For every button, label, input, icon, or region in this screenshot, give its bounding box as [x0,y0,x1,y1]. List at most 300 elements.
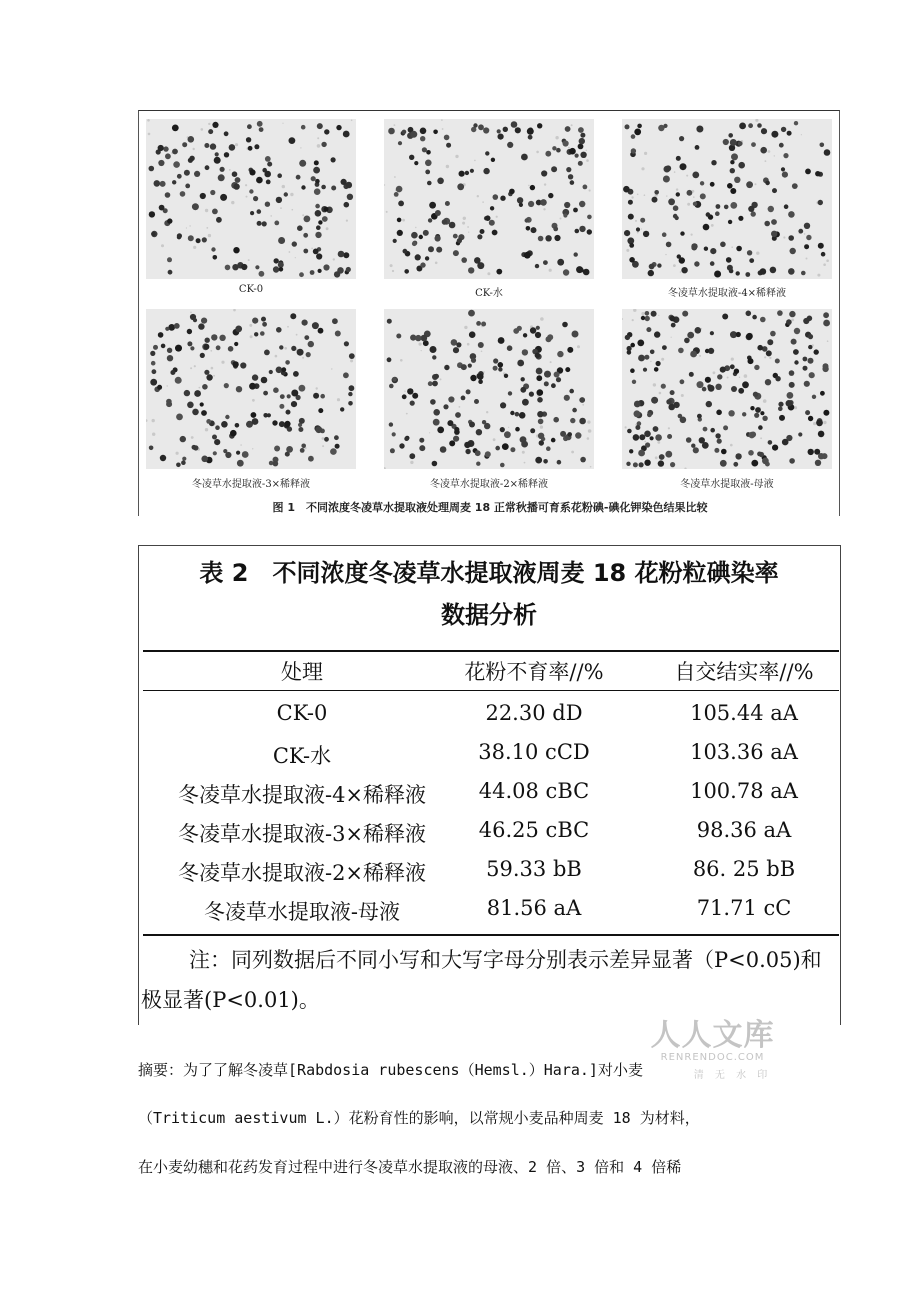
pollen-grain [510,411,514,415]
cell-seed-set: 71.71 cC [696,896,792,920]
pollen-grain [174,323,180,329]
pollen-grain [478,124,484,130]
pollen-grain [634,410,641,417]
pollen-grain [536,368,543,375]
pollen-grain [301,185,305,189]
pollen-grain [814,349,819,354]
cell-sterility: 46.25 cBC [478,818,590,842]
pollen-grain [473,123,477,127]
pollen-grain [541,170,547,176]
pollen-grain [313,393,319,399]
pollen-grain [789,370,795,376]
pollen-grain [188,158,193,163]
pollen-grain [246,137,251,142]
panel-caption: CK-水 [475,288,503,299]
pollen-grain [240,362,246,368]
pollen-grain [545,235,551,241]
pollen-grain [427,181,432,186]
pollen-grain [670,462,675,467]
pollen-grain [754,365,759,370]
pollen-grain [680,163,687,170]
pollen-grain [522,399,529,406]
pollen-grain [815,171,820,176]
pollen-grain [476,462,480,466]
pollen-grain [422,147,427,152]
pollen-grain [648,270,654,276]
pollen-grain [493,194,499,200]
pollen-grain [761,128,767,134]
pollen-grain [323,264,329,270]
pollen-grain [215,152,219,156]
pollen-grain [654,331,660,337]
pollen-grain [519,412,526,419]
pollen-grain [265,156,271,162]
pollen-grain [205,338,210,343]
pollen-grain [562,322,568,328]
pollen-grain [730,364,735,369]
pollen-grain [411,232,418,239]
pollen-grain [538,236,544,242]
pollen-grain [430,346,437,353]
pollen-grain [419,445,425,451]
pollen-grain [485,151,489,155]
pollen-grain [318,220,322,224]
pollen-grain [181,460,186,465]
pollen-grain [254,332,258,336]
pollen-grain [220,194,227,201]
pollen-grain [580,457,586,463]
micrograph-image [146,119,356,279]
pollen-grain [420,128,427,135]
pollen-grain [284,421,290,427]
pollen-grain [280,394,285,399]
pollen-grain [738,216,743,221]
pollen-grain [433,409,440,416]
pollen-grain [498,367,502,371]
micrograph-image [146,309,356,469]
pollen-grain [225,415,229,419]
pollen-grain [273,387,279,393]
pollen-grain [697,381,704,388]
pollen-grain [432,381,438,387]
pollen-grain [670,316,676,322]
pollen-grain [641,316,645,320]
pollen-grain [767,339,773,345]
pollen-grain [390,448,395,453]
pollen-grain [449,440,455,446]
pollen-grain [507,345,513,351]
pollen-grain [187,341,192,346]
pollen-grain [569,389,574,394]
pollen-grain [423,230,429,236]
pollen-grain [757,452,762,457]
pollen-grain [703,224,710,231]
pollen-grain [315,232,321,238]
pollen-grain [235,423,240,428]
pollen-grain [428,381,433,386]
pollen-grain [165,153,171,159]
pollen-grain [482,420,486,424]
pollen-grain [349,353,355,359]
figure-caption: 图 1 不同浓度冬凌草水提取液处理周麦 18 正常秋播可育系花粉碘-碘化钾染色结果比较 [272,501,708,514]
pollen-grain [208,129,213,134]
pollen-grain [789,458,795,464]
column-header-sterility: 花粉不育率//% [464,660,604,684]
pollen-grain [163,146,168,151]
pollen-grain [727,183,733,189]
pollen-grain [760,268,767,275]
pollen-grain [778,402,783,407]
pollen-grain [276,197,282,203]
pollen-grain [556,148,561,153]
pollen-grain [167,257,172,262]
pollen-grain [308,456,314,462]
pollen-grain [702,442,709,449]
pollen-grain [177,174,182,179]
pollen-grain [297,225,303,231]
watermark [645,1010,780,1081]
pollen-grain [432,355,436,359]
pollen-grain [324,207,329,212]
pollen-grain [563,140,569,146]
pollen-grain [523,333,527,337]
pollen-grain [760,317,766,323]
pollen-grain [215,425,220,430]
pollen-grain [442,219,448,225]
pollen-grain [651,397,658,404]
pollen-grain [302,320,308,326]
pollen-grain [248,146,253,151]
pollen-grain [822,453,828,459]
pollen-grain [264,350,270,356]
pollen-grain [412,241,417,246]
pollen-grain [637,340,644,347]
pollen-grain [654,367,659,372]
pollen-grain [220,167,225,172]
pollen-grain [402,130,407,135]
pollen-grain [152,369,157,374]
pollen-grain [247,124,252,129]
pollen-grain [742,412,746,416]
pollen-grain [500,427,505,432]
pollen-grain [279,404,284,409]
pollen-grain [638,450,645,457]
pollen-grain [318,408,323,413]
pollen-grain [214,157,221,164]
pollen-grain [690,351,697,358]
pollen-grain [453,347,459,353]
pollen-grain [414,161,418,165]
pollen-grain [311,176,316,181]
panel-caption: 冬凌草水提取液-母液 [680,479,774,490]
pollen-grain [314,188,321,195]
pollen-grain [629,257,635,263]
pollen-grain [206,419,211,424]
pollen-grain [301,444,306,449]
pollen-grain [758,425,763,430]
pollen-grain [789,311,795,317]
pollen-grain [748,450,754,456]
pollen-grain [304,216,311,223]
pollen-grain [331,157,336,162]
pollen-grain [692,172,699,179]
pollen-grain [453,234,458,239]
pollen-grain [771,219,777,225]
pollen-grain [290,313,296,319]
pollen-grain [818,200,823,205]
pollen-grain [714,271,721,278]
pollen-grain [728,220,732,224]
pollen-grain [633,462,638,467]
pollen-grain [575,432,581,438]
pollen-grain [149,166,155,172]
pollen-grain [710,428,715,433]
pollen-grain [485,215,491,221]
pollen-grain [315,204,320,209]
pollen-grain [504,374,508,378]
pollen-grain [630,343,635,348]
pollen-grain [477,234,482,239]
pollen-grain [455,412,461,418]
pollen-grain [204,143,209,148]
pollen-grain [453,436,459,442]
pollen-grain [201,456,208,463]
pollen-grain [528,135,533,140]
bottom-rule [143,934,839,936]
pollen-grain [537,389,544,396]
pollen-grain [234,342,238,346]
pollen-grain [815,460,821,466]
pollen-grain [392,377,397,382]
pollen-grain [823,320,830,327]
pollen-grain [755,407,761,413]
pollen-grain [236,386,242,392]
pollen-grain [736,271,740,275]
micrograph-mother [622,309,832,469]
pollen-grain [665,165,671,171]
pollen-grain [262,322,267,327]
pollen-grain [419,235,423,239]
pollen-grain [256,177,263,184]
pollen-grain [650,350,655,355]
pollen-grain [786,319,792,325]
pollen-grain [464,442,470,448]
pollen-grain [676,156,681,161]
pollen-grain [816,419,823,426]
pollen-grain [572,331,579,338]
pollen-grain [778,407,783,412]
watermark-slogan: 清 无 水 印 [693,1070,772,1081]
pollen-grain [768,440,773,445]
pollen-grain [279,267,284,272]
pollen-grain [760,411,764,415]
pollen-grain [396,186,403,193]
pollen-grain [167,348,172,353]
pollen-grain [803,357,808,362]
pollen-grain [578,161,583,166]
pollen-grain [784,204,789,209]
pollen-grain [509,189,515,195]
pollen-grain [565,126,571,132]
pollen-grain [567,347,573,353]
pollen-grain [537,123,542,128]
pollen-grain [645,316,650,321]
pollen-grain [673,214,678,219]
pollen-grain [513,328,519,334]
pollen-grain [668,198,675,205]
pollen-grain [630,368,635,373]
pollen-grain [715,211,720,216]
pollen-grain [574,252,578,256]
pollen-grain [515,412,520,417]
pollen-grain [575,154,579,158]
pollen-grain [779,143,784,148]
pollen-grain [731,153,738,160]
pollen-grain [680,417,687,424]
pollen-grain [393,239,397,243]
pollen-grain [496,269,502,275]
pollen-grain [556,377,561,382]
pollen-grain [551,166,557,172]
pollen-grain [154,180,161,187]
pollen-grain [404,436,409,441]
pollen-grain [284,192,288,196]
pollen-grain [177,233,182,238]
pollen-grain [242,451,249,458]
pollen-grain [567,432,572,437]
pollen-grain [700,181,704,185]
pollen-grain [187,402,194,409]
pollen-grain [821,252,826,257]
pollen-grain [682,311,688,317]
pollen-grain [760,147,767,154]
pollen-grain [387,357,392,362]
pollen-grain [536,375,542,381]
pollen-grain [277,173,282,178]
pollen-grain [639,434,645,440]
pollen-grain [389,422,393,426]
pollen-grain [301,125,306,130]
pollen-grain [437,178,444,185]
header-rule [143,690,839,691]
pollen-grain [551,438,556,443]
table-2 [138,545,841,1025]
pollen-grain [274,221,279,226]
pollen-grain [308,341,314,347]
pollen-grain [279,421,285,427]
cell-sterility: 81.56 aA [486,896,582,920]
pollen-grain [779,415,785,421]
pollen-grain [443,404,448,409]
pollen-grain [478,342,484,348]
pollen-grain [530,185,535,190]
pollen-grain [150,379,157,386]
pollen-grain [647,412,652,417]
pollen-grain [644,431,651,438]
pollen-grain [216,217,222,223]
pollen-grain [808,416,813,421]
pollen-grain [402,394,407,399]
pollen-grain [253,196,258,201]
pollen-grain [570,180,575,185]
pollen-grain [476,429,482,435]
pollen-grain [349,385,355,391]
pollen-grain [396,334,401,339]
pollen-grain [788,211,795,218]
pollen-grain [742,381,749,388]
pollen-grain [213,255,218,260]
pollen-grain [627,429,632,434]
top-rule [143,650,839,652]
pollen-grain [786,400,793,407]
pollen-grain [279,345,283,349]
pollen-grain [432,461,438,467]
pollen-grain [565,367,570,372]
pollen-grain [710,331,714,335]
pollen-grain [535,332,541,338]
watermark-logo-text: 人人文库 [650,1018,775,1053]
pollen-grain [706,212,711,217]
pollen-grain [730,188,736,194]
pollen-grain [250,211,254,215]
pollen-grain [634,129,641,136]
pollen-grain [388,128,395,135]
pollen-grain [445,201,450,206]
pollen-grain [808,449,814,455]
cell-seed-set: 105.44 aA [690,701,798,725]
pollen-grain [433,130,438,135]
pollen-grain [775,359,780,364]
pollen-grain [263,391,268,396]
pollen-grain [262,168,267,173]
cell-seed-set: 98.36 aA [696,818,792,842]
pollen-grain [764,221,770,227]
pollen-grain [801,271,806,276]
pollen-grain [814,449,820,455]
abstract-line-2: （Triticum aestivum L.）花粉育性的影响，以常规小麦品种周麦 18 为材料， [138,1109,700,1127]
pollen-grain [695,327,702,334]
pollen-grain [666,242,672,248]
pollen-grain [535,353,541,359]
pollen-grain [504,431,511,438]
pollen-grain [625,335,630,340]
pollen-grain [193,318,197,322]
pollen-grain [322,216,328,222]
pollen-grain [724,205,729,210]
pollen-grain [348,392,352,396]
pollen-grain [397,230,403,236]
pollen-grain [465,449,470,454]
pollen-grain [653,426,659,432]
pollen-grain [404,269,409,274]
pollen-grain [640,218,645,223]
cell-sterility: 38.10 cCD [478,740,590,764]
pollen-grain [230,430,237,437]
pollen-grain [316,253,322,259]
pollen-grain [334,271,340,277]
pollen-grain [694,261,699,266]
pollen-grain [527,128,534,135]
pollen-grain [552,146,556,150]
pollen-grain [470,375,476,381]
pollen-grain [261,377,268,384]
pollen-grain [794,328,800,334]
pollen-grain [711,160,716,165]
pollen-grain [348,401,353,406]
pollen-grain [224,131,229,136]
pollen-grain [557,460,562,465]
pollen-grain [206,374,212,380]
